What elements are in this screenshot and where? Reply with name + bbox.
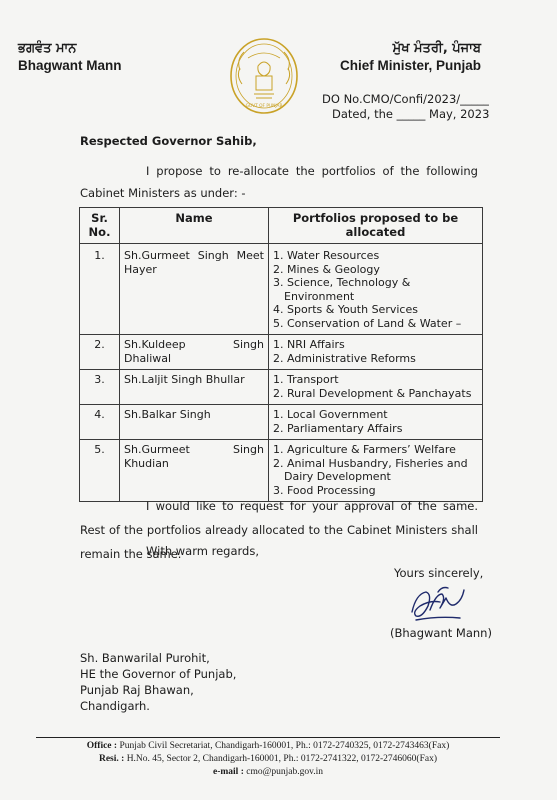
table-row <box>80 335 483 370</box>
portfolio-item: 1. Agriculture & Farmers’ Welfare <box>273 443 456 456</box>
row-portfolios <box>269 335 483 370</box>
portfolio-item: 1. Water Resources <box>273 249 380 262</box>
header-portfolios: Portfolios proposed to be allocated <box>269 208 483 244</box>
yours-sincerely: Yours sincerely, <box>394 566 484 580</box>
header-left-punjabi: ਭਗਵੰਤ ਮਾਨ <box>18 41 77 56</box>
row-sr: 3. <box>80 370 120 405</box>
footer-resi-text: H.No. 45, Sector 2, Chandigarh-160001, Ph.: 0172-2741322, 0172-2746060(Fax) <box>126 754 437 764</box>
signature-mark <box>404 582 468 628</box>
footer <box>36 740 500 779</box>
intro-paragraph: I propose to re-allocate the portfolios of the following Cabinet Ministers as under: - <box>80 164 478 200</box>
addressee-line: Sh. Banwarilal Purohit, <box>80 651 210 665</box>
footer-divider <box>36 737 500 738</box>
row-name: Sh.Kuldeep Singh Dhaliwal <box>120 335 269 370</box>
header-right-title: Chief Minister, Punjab <box>339 58 481 73</box>
signer-name: (Bhagwant Mann) <box>390 626 492 640</box>
row-portfolios <box>269 370 483 405</box>
addressee-line: HE the Governor of Punjab, <box>80 667 237 681</box>
portfolio-item: 1. NRI Affairs <box>273 338 345 351</box>
portfolio-item: 3. Food Processing <box>273 483 376 497</box>
regards-line: With warm regards, <box>146 544 259 558</box>
addressee-line: Punjab Raj Bhawan, <box>80 683 194 697</box>
portfolio-item: 2. Administrative Reforms <box>273 351 416 365</box>
table-header-row <box>80 208 483 244</box>
addressee-block <box>80 650 236 714</box>
addressee-line: Chandigarh. <box>80 699 150 713</box>
row-name: Sh.Gurmeet Singh Khudian <box>120 440 269 502</box>
row-portfolios <box>269 440 483 502</box>
portfolio-table <box>79 207 483 502</box>
portfolio-item: 1. Local Government <box>273 408 388 421</box>
footer-office <box>36 740 500 753</box>
row-sr: 4. <box>80 405 120 440</box>
portfolio-item: 2. Mines & Geology <box>273 262 380 276</box>
row-sr: 1. <box>80 244 120 335</box>
row-name: Sh.Balkar Singh <box>120 405 269 440</box>
reference-block <box>322 92 489 122</box>
footer-office-text: Punjab Civil Secretariat, Chandigarh-160001, Ph.: 0172-2740325, 0172-2743463(Fax) <box>119 741 450 751</box>
header-left-name: Bhagwant Mann <box>18 58 122 73</box>
footer-email-text[interactable]: cmo@punjab.gov.in <box>246 767 323 777</box>
portfolio-item: 2. Animal Husbandry, Fisheries and Dairy Development <box>273 456 468 483</box>
header-sr-no: Sr. No. <box>80 208 120 244</box>
header-name: Name <box>120 208 269 244</box>
table-row <box>80 370 483 405</box>
row-sr: 2. <box>80 335 120 370</box>
salutation: Respected Governor Sahib, <box>80 134 257 148</box>
table-row <box>80 405 483 440</box>
footer-office-label: Office : <box>86 741 118 751</box>
row-name: Sh.Laljit Singh Bhullar <box>120 370 269 405</box>
table-row <box>80 440 483 502</box>
dated-line: Dated, the _____ May, 2023 <box>332 107 490 121</box>
punjab-emblem-seal <box>228 36 300 116</box>
row-name: Sh.Gurmeet Singh Meet Hayer <box>120 244 269 335</box>
footer-resi <box>36 753 500 766</box>
do-number: DO No.CMO/Confi/2023/_____ <box>322 92 489 106</box>
header-right-punjabi: ਮੁੱਖ ਮੰਤਰੀ, ਪੰਜਾਬ <box>392 41 481 56</box>
row-sr: 5. <box>80 440 120 502</box>
row-portfolios <box>269 244 483 335</box>
row-portfolios <box>269 405 483 440</box>
emblem-caption: GOVT OF PUNJAB <box>245 104 283 109</box>
portfolio-item: 3. Science, Technology & Environment <box>273 276 411 303</box>
footer-email-label: e-mail : <box>213 767 244 777</box>
portfolio-item: 2. Parliamentary Affairs <box>273 421 403 435</box>
portfolio-item: 1. Transport <box>273 373 339 386</box>
header-right <box>340 40 481 75</box>
closing-paragraph: I would like to request for your approval of the same. Rest of the portfolios already allocated to the Cabinet Ministers shall remain the same. <box>80 499 478 561</box>
portfolio-item: 5. Conservation of Land & Water – <box>273 316 462 330</box>
portfolio-item: 4. Sports & Youth Services <box>273 303 418 316</box>
footer-email <box>36 766 500 779</box>
table-row <box>80 244 483 335</box>
portfolio-item: 2. Rural Development & Panchayats <box>273 386 472 400</box>
header-left <box>18 40 122 75</box>
footer-resi-label: Resi. : <box>98 754 125 764</box>
